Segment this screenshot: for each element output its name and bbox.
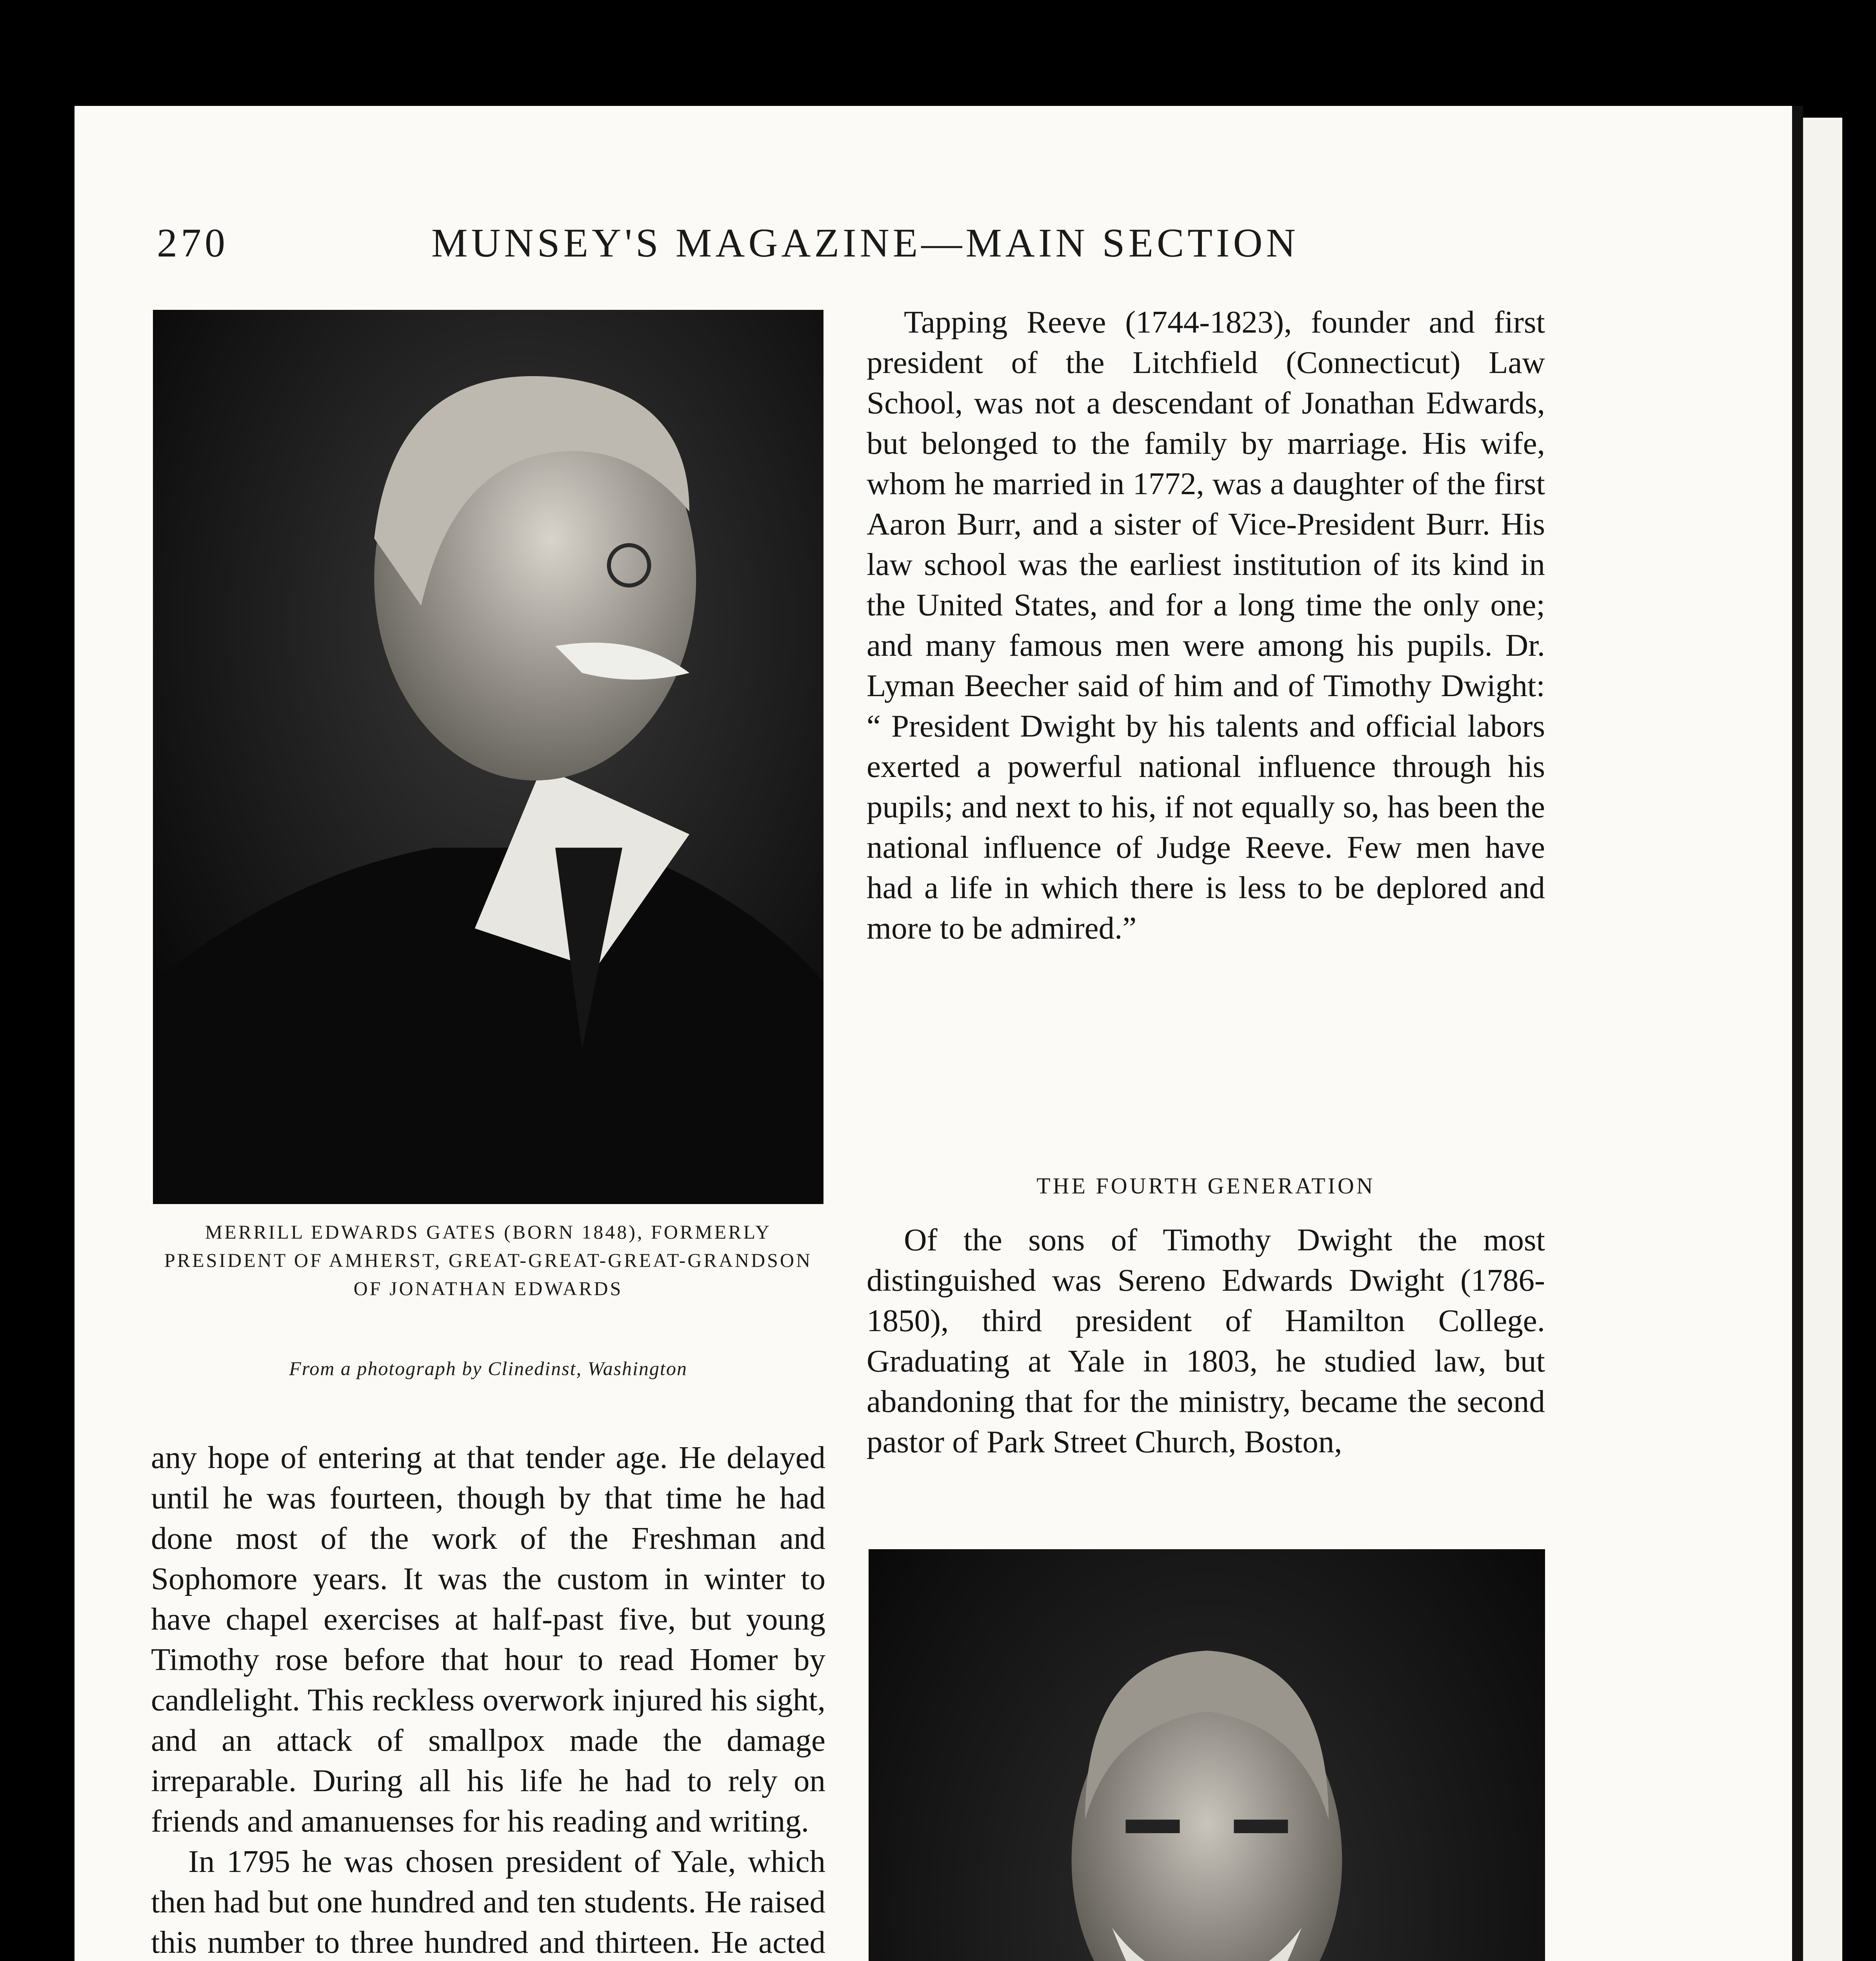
running-title: MUNSEY'S MAGAZINE—MAIN SECTION [431,220,1299,266]
portrait-photo-minot [869,1549,1545,1961]
facing-page-edge [1803,118,1842,1961]
portrait-photo-gates [153,310,823,1204]
paragraph: Of the sons of Timothy Dwight the most distinguished was Sereno Edwards Dwight (1786-1850), third president of Hamilton College. Graduating at Yale in 1803, he studied law, but abandoning that for the ministry, became the second pastor of Park Street Church, Boston, [867,1222,1545,1459]
paragraph: Tapping Reeve (1744-1823), founder and first president of the Litchfield (Connecticut) Law School, was not a descendant of Jonathan Edwards, but belonged to the family by marriage. His wife, whom he married in 1772, was a daughter of the first Aaron Burr, and a sister of Vice-President Burr. His law school was the earliest institution of its kind in the United States, and for a long time the only one; and many famous men were among his pupils. Dr. Lyman Beecher said of him and of Timothy Dwight: “ President Dwight by his talents and official labors exerted a powerful national influence through his pupils; and next to his, if not equally so, has been the national influence of Judge Reeve. Few men have had a life in which there is less to be deplored and more to be admired.” [867,304,1545,946]
page-header [157,220,1686,275]
left-column-text [151,1437,825,1961]
section-subheading: THE FOURTH GENERATION [1036,1173,1375,1199]
photo-credit-gates: From a photograph by Clinedinst, Washington [289,1357,687,1379]
page-gutter [1792,106,1803,1961]
paragraph: any hope of entering at that tender age. He delayed until he was fourteen, though by that time he had done most of the work of the Freshman and Sophomore years. It was the custom in winter to have chapel exercises at half-past five, but young Timothy rose before that hour to read Homer by candlelight. This reckless overwork injured his sight, and an attack of smallpox made the damage irreparable. During all his life he had to rely on friends and amanuenses for his reading and writing. [151,1440,825,1839]
page-number: 270 [157,220,229,266]
portrait-illustration [869,1549,1545,1961]
photo-caption-gates: MERRILL EDWARDS GATES (BORN 1848), FORMERLY PRESIDENT OF AMHERST, GREAT-GREAT-GREAT-GRANDSON OF JONATHAN EDWARDS [164,1221,813,1299]
paragraph: In 1795 he was chosen president of Yale, which then had but one hundred and ten students. He raised this number to three hundred and thirteen. He acted [151,1844,825,1960]
right-column-text-continued [867,1220,1545,1462]
portrait-illustration [153,310,823,1204]
right-column-text [867,302,1545,948]
